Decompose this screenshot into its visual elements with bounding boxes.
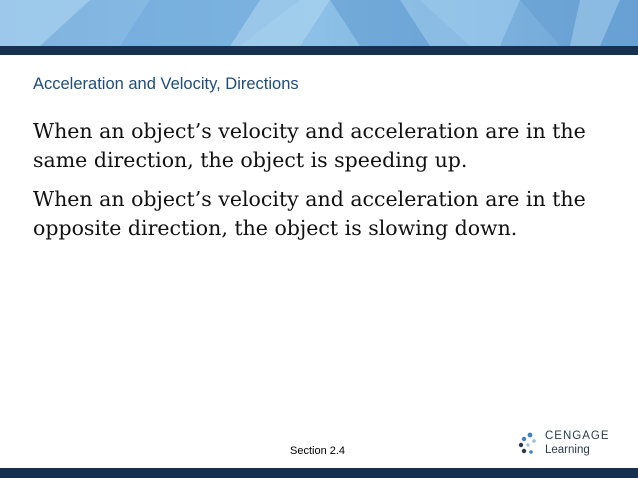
header-rule xyxy=(0,46,638,55)
banner-graphic xyxy=(0,0,638,46)
logo-wordmark-top: CENGAGE xyxy=(545,430,610,442)
header-banner xyxy=(0,0,638,46)
cengage-dots-icon xyxy=(518,431,540,457)
cengage-logo xyxy=(518,429,628,461)
slide-body xyxy=(33,117,623,253)
slide-title: Acceleration and Velocity, Directions xyxy=(33,75,299,93)
body-paragraph: When an object’s velocity and acceleration are in the same direction, the object is speeding up. xyxy=(33,119,586,172)
body-paragraph: When an object’s velocity and acceleration are in the opposite direction, the object is slowing down. xyxy=(33,187,586,240)
footer-rule xyxy=(0,468,638,478)
logo-wordmark-bottom: Learning xyxy=(545,444,590,456)
section-label: Section 2.4 xyxy=(290,445,346,457)
